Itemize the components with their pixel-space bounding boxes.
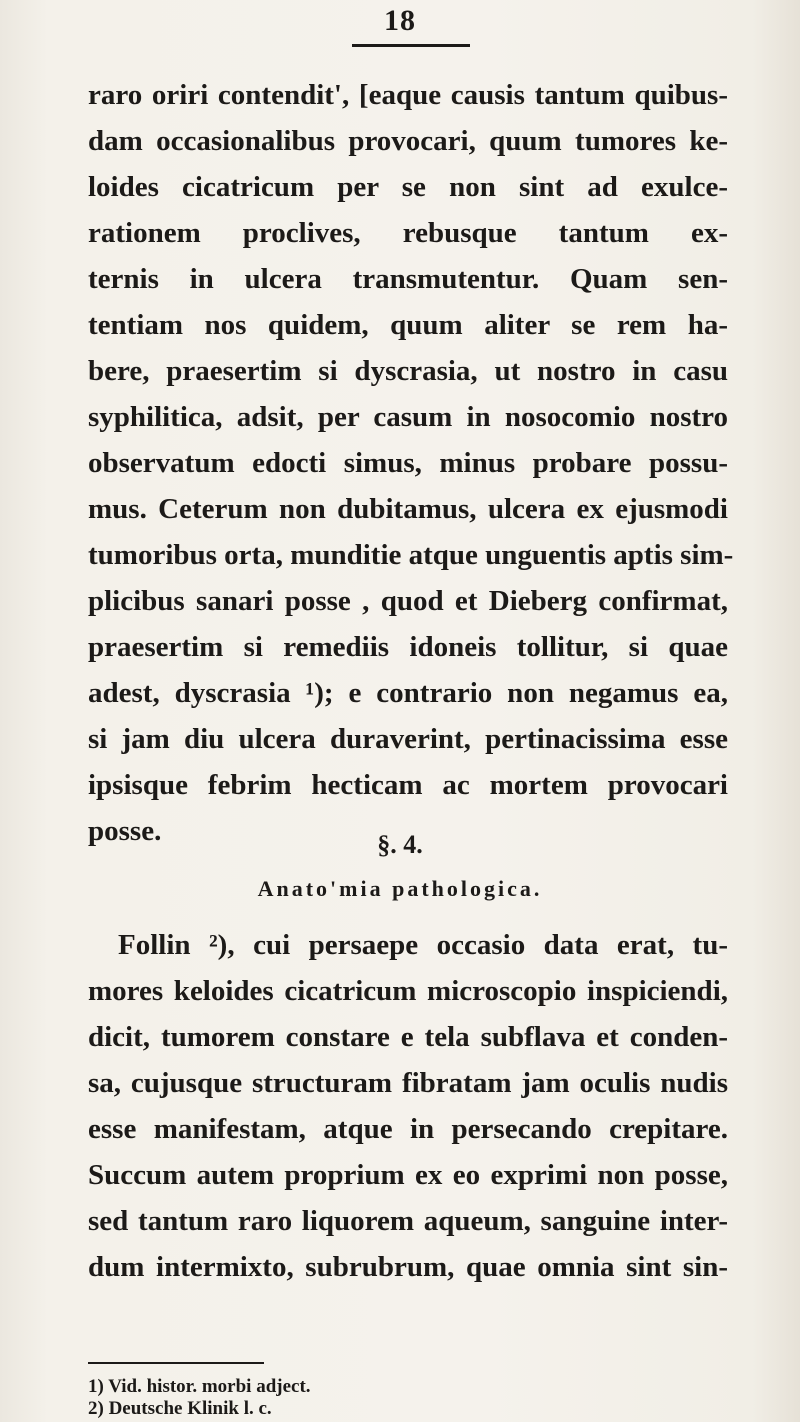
footnote-1: 1) Vid. histor. morbi adject. [88, 1376, 311, 1397]
text-line: dicit, tumorem constare e tela subflava et conden- [88, 1021, 728, 1053]
text-line: observatum edocti simus, minus probare possu- [88, 447, 728, 479]
text-line: dum intermixto, subrubrum, quae omnia sint sin- [88, 1251, 728, 1283]
text-line: ipsisque febrim hecticam ac mortem provocari [88, 769, 728, 801]
text-line: raro oriri contendit', [eaque causis tantum quibus- [88, 79, 728, 111]
text-line: sa, cujusque structuram fibratam jam oculis nudis [88, 1067, 728, 1099]
text-line: mores keloides cicatricum microscopio inspiciendi, [88, 975, 728, 1007]
text-line: posse. [88, 815, 162, 847]
text-line: tentiam nos quidem, quum aliter se rem ha- [88, 309, 728, 341]
text-line: loides cicatricum per se non sint ad exulce- [88, 171, 728, 203]
text-line: plicibus sanari posse , quod et Dieberg confirmat, [88, 585, 728, 617]
footnotes [88, 1376, 728, 1420]
text-line: rationem proclives, rebusque tantum ex- [88, 217, 728, 249]
text-line: ternis in ulcera transmutentur. Quam sen- [88, 263, 728, 295]
text-line: praesertim si remediis idoneis tollitur, si quae [88, 631, 728, 663]
text-line: mus. Ceterum non dubitamus, ulcera ex ejusmodi [88, 493, 728, 525]
text-line: sed tantum raro liquorem aqueum, sanguine inter- [88, 1205, 728, 1237]
text-line: Follin ²), cui persaepe occasio data erat, tu- [118, 929, 728, 961]
text-line: dam occasionalibus provocari, quum tumores ke- [88, 125, 728, 157]
text-line: esse manifestam, atque in persecando crepitare. [88, 1113, 728, 1145]
header-rule [352, 44, 470, 47]
text-line: Succum autem proprium ex eo exprimi non posse, [88, 1159, 728, 1191]
paragraph-2-first [118, 922, 728, 968]
footnote-rule [88, 1362, 264, 1364]
paragraph-2 [88, 968, 728, 1290]
footnote-2: 2) Deutsche Klinik l. c. [88, 1398, 272, 1419]
text-line: syphilitica, adsit, per casum in nosocomio nostro [88, 401, 728, 433]
paragraph-1 [88, 72, 734, 854]
section-number: §. 4. [377, 830, 423, 859]
text-line: adest, dyscrasia ¹); e contrario non negamus ea, [88, 677, 728, 709]
section-title: Anato'mia pathologica. [257, 876, 543, 901]
text-line: bere, praesertim si dyscrasia, ut nostro in casu [88, 355, 728, 387]
text-line: tumoribus orta, munditie atque unguentis aptis sim- [88, 539, 734, 571]
text-line: si jam diu ulcera duraverint, pertinacissima esse [88, 723, 728, 755]
page-number: 18 [384, 4, 416, 37]
